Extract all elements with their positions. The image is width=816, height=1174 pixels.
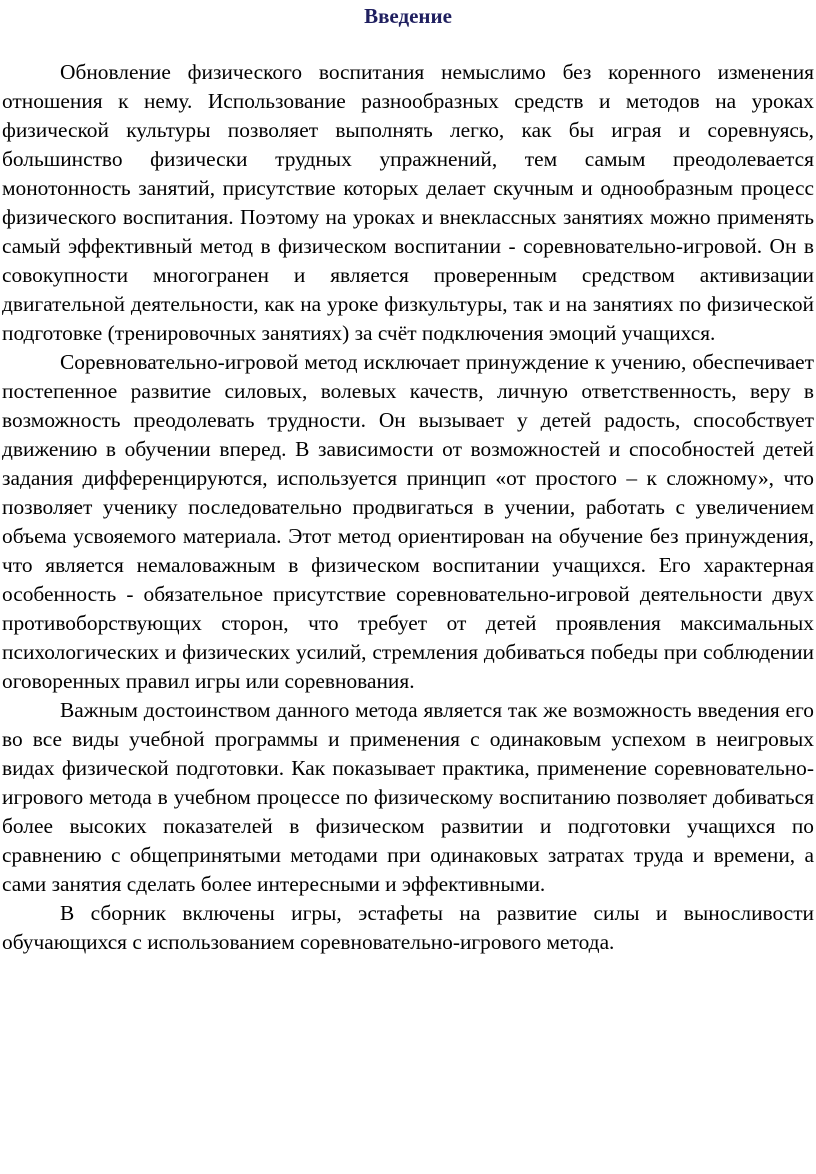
document-title: Введение [364,4,452,28]
paragraph-2: Соревновательно-игровой метод исключает принуждение к учению, обеспечивает постепенное развитие силовых, волевых качеств, личную ответственность, веру в возможность преодолевать трудности. Он вызывает у детей радость, способствует движению в обучении вперед. В зависимости от возможностей и способностей детей задания дифференцируются, используется принцип «от простого – к сложному», что позволяет ученику последовательно продвигаться в учении, работать с увеличением объема усвояемого материала. Этот метод ориентирован на обучение без принуждения, что является немаловажным в физическом воспитании учащихся. Его характерная особенность - обязательное присутствие соревновательно-игровой деятельности двух противоборствующих сторон, что требует от детей проявления максимальных психологических и физических усилий, стремления добиваться победы при соблюдении оговоренных правил игры или соревнования. [2,350,814,693]
paragraph-4: В сборник включены игры, эстафеты на развитие силы и выносливости обучающихся с использованием соревновательно-игрового метода. [2,901,814,954]
paragraph-1: Обновление физического воспитания немыслимо без коренного изменения отношения к нему. Использование разнообразных средств и методов на уроках физической культуры позволяет выполнять легко, как бы играя и соревнуясь, большинство физически трудных упражнений, тем самым преодолевается монотонность занятий, присутствие которых делает скучным и однообразным процесс физического воспитания. Поэтому на уроках и внеклассных занятиях можно применять самый эффективный метод в физическом воспитании - соревновательно-игровой. Он в совокупности многогранен и является проверенным средством активизации двигательной деятельности, как на уроке физкультуры, так и на занятиях по физической подготовке (тренировочных занятиях) за счёт подключения эмоций учащихся. [2,60,814,345]
paragraph-3: Важным достоинством данного метода является так же возможность введения его во все виды учебной программы и применения с одинаковым успехом в неигровых видах физической подготовки. Как показывает практика, применение соревновательно-игрового метода в учебном процессе по физическому воспитанию позволяет добиваться более высоких показателей в физическом развитии и подготовки учащихся по сравнению с общепринятыми методами при одинаковых затратах труда и времени, а сами занятия сделать более интересными и эффективными. [2,698,814,896]
